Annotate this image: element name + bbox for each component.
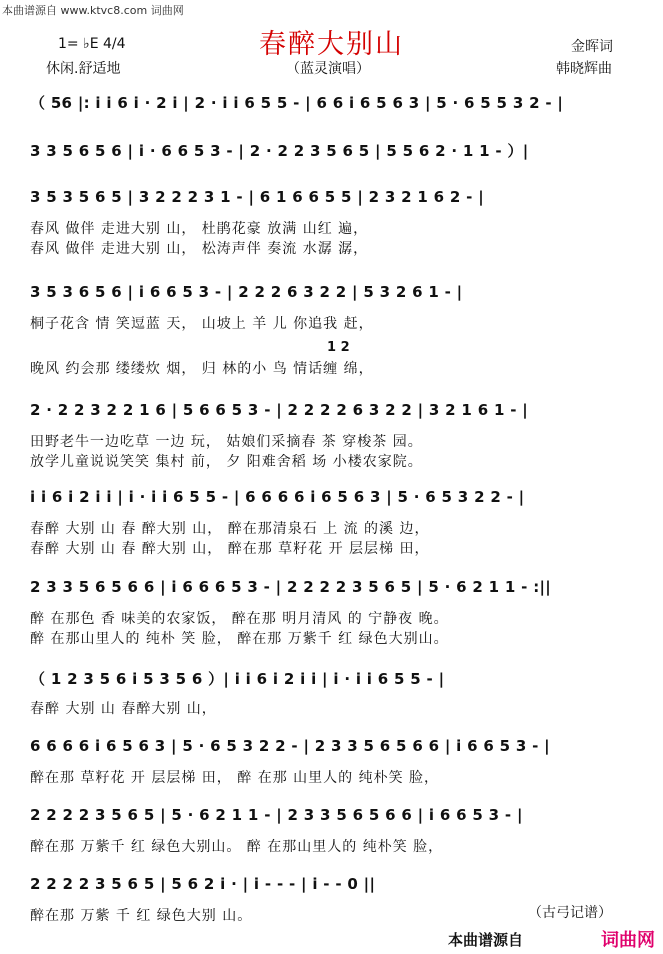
score-row — [0, 283, 663, 332]
lyric-line-verse-1: 醉在那 草籽花 开 层层梯 田， 醉 在那 山里人的 纯朴笑 脸， — [30, 770, 440, 786]
volta-mark: 1 2 — [327, 340, 350, 355]
lyric-line-verse-1: 春风 做伴 走进大别 山， 杜鹃花豪 放满 山红 遍， — [30, 221, 369, 237]
watermark-text: 本曲谱源自 www.ktvc8.com 词曲网 — [2, 4, 184, 17]
lyric-line-verse-2: 春风 做伴 走进大别 山， 松涛声伴 奏流 水潺 潺， — [30, 241, 369, 257]
notation-line: 2 2 2 2 3 5 6 5 | 5 · 6 2 1 1 - | 2 3 3 5 6 5 6 6 | i 6 6 5 3 - | — [30, 806, 523, 824]
notation-line: 3 3 5 6 5 6 | i · 6 6 5 3 - | 2 · 2 2 3 5 6 5 | 5 5 6 2 · 1 1 - ）| — [30, 142, 529, 160]
score-row — [0, 188, 663, 257]
recorder-credit: （古弓记谱） — [528, 905, 612, 921]
notation-line: 3 5 3 5 6 5 | 3 2 2 2 3 1 - | 6 1 6 6 5 5 | 2 3 2 1 6 2 - | — [30, 188, 484, 206]
notation-line: 2 3 3 5 6 5 6 6 | i 6 6 6 5 3 - | 2 2 2 2 3 5 6 5 | 5 · 6 2 1 1 - :|| — [30, 578, 552, 596]
notation-line: i i 6 i 2 i i | i · i i 6 5 5 - | 6 6 6 6 i 6 5 6 3 | 5 · 6 5 3 2 2 - | — [30, 488, 525, 506]
lyricist-credit: 金晖词 — [571, 39, 613, 55]
lyric-line-verse-1: 桐子花含 情 笑逗蓝 天， 山坡上 羊 儿 你追我 赶， — [30, 316, 374, 332]
page-title: 春醉大别山 — [259, 29, 404, 60]
composer-credit: 韩晓辉曲 — [556, 61, 612, 77]
lyric-line-verse-1: 晚风 约会那 缕缕炊 烟， 归 林的小 鸟 情话缠 绵， — [30, 361, 374, 377]
notation-line: （ 1 2 3 5 6 i 5 3 5 6 ）| i i 6 i 2 i i | i · i i 6 5 5 - | — [30, 670, 445, 688]
score-row — [0, 488, 663, 557]
footer-logo: 词曲网 — [601, 930, 655, 951]
lyric-line-verse-1: 醉在那 万紫千 红 绿色大别山。 醉 在那山里人的 纯朴笑 脸， — [30, 839, 444, 855]
score-row — [0, 92, 663, 122]
notation-line: 6 6 6 6 i 6 5 6 3 | 5 · 6 5 3 2 2 - | 2 3 3 5 6 5 6 6 | i 6 6 5 3 - | — [30, 737, 550, 755]
lyric-line-verse-2: 春醉 大别 山 春 醉大别 山， 醉在那 草籽花 开 层层梯 田， — [30, 541, 430, 557]
lyric-line-verse-1: 田野老牛一边吃草 一边 玩， 姑娘们采摘春 茶 穿梭茶 园。 — [30, 434, 423, 450]
score-row — [0, 401, 663, 470]
lyric-line-verse-1: 春醉 大别 山 春 醉大别 山， 醉在那清泉石 上 流 的溪 边， — [30, 521, 430, 537]
score-row — [0, 578, 663, 647]
notation-line: （ 56 |: i i 6 i · 2 i | 2 · i i 6 5 5 - | 6 6 i 6 5 6 3 | 5 · 6 5 5 3 2 - | — [30, 94, 564, 112]
score-row — [0, 737, 663, 786]
tempo-marking: 休闲.舒适地 — [46, 61, 121, 77]
singer-credit: （蓝灵演唱） — [286, 61, 370, 77]
score-row — [0, 140, 663, 170]
score-row — [0, 356, 663, 386]
key-signature: 1= ♭E 4/4 — [58, 36, 126, 52]
footer-source: 本曲谱源自 — [448, 931, 524, 949]
lyric-line-verse-1: 醉 在那色 香 味美的农家饭， 醉在那 明月清风 的 宁静夜 晚。 — [30, 611, 449, 627]
score-row — [0, 668, 663, 717]
notation-line: 2 · 2 2 3 2 2 1 6 | 5 6 6 5 3 - | 2 2 2 2 6 3 2 2 | 3 2 1 6 1 - | — [30, 401, 529, 419]
score-row — [0, 806, 663, 855]
notation-line: 3 5 3 6 5 6 | i 6 6 5 3 - | 2 2 2 6 3 2 2 | 5 3 2 6 1 - | — [30, 283, 463, 301]
lyric-line-verse-2: 放学儿童说说笑笑 集村 前， 夕 阳难舍稻 场 小楼农家院。 — [30, 454, 423, 470]
lyric-line-verse-1: 醉在那 万紫 千 红 绿色大别 山。 — [30, 908, 253, 924]
notation-line: 2 2 2 2 3 5 6 5 | 5 6 2 i · | i - - - | i - - 0 || — [30, 875, 376, 893]
lyric-line-verse-1: 春醉 大别 山 春醉大别 山， — [30, 701, 217, 717]
lyric-line-verse-2: 醉 在那山里人的 纯朴 笑 脸， 醉在那 万紫千 红 绿色大别山。 — [30, 631, 449, 647]
